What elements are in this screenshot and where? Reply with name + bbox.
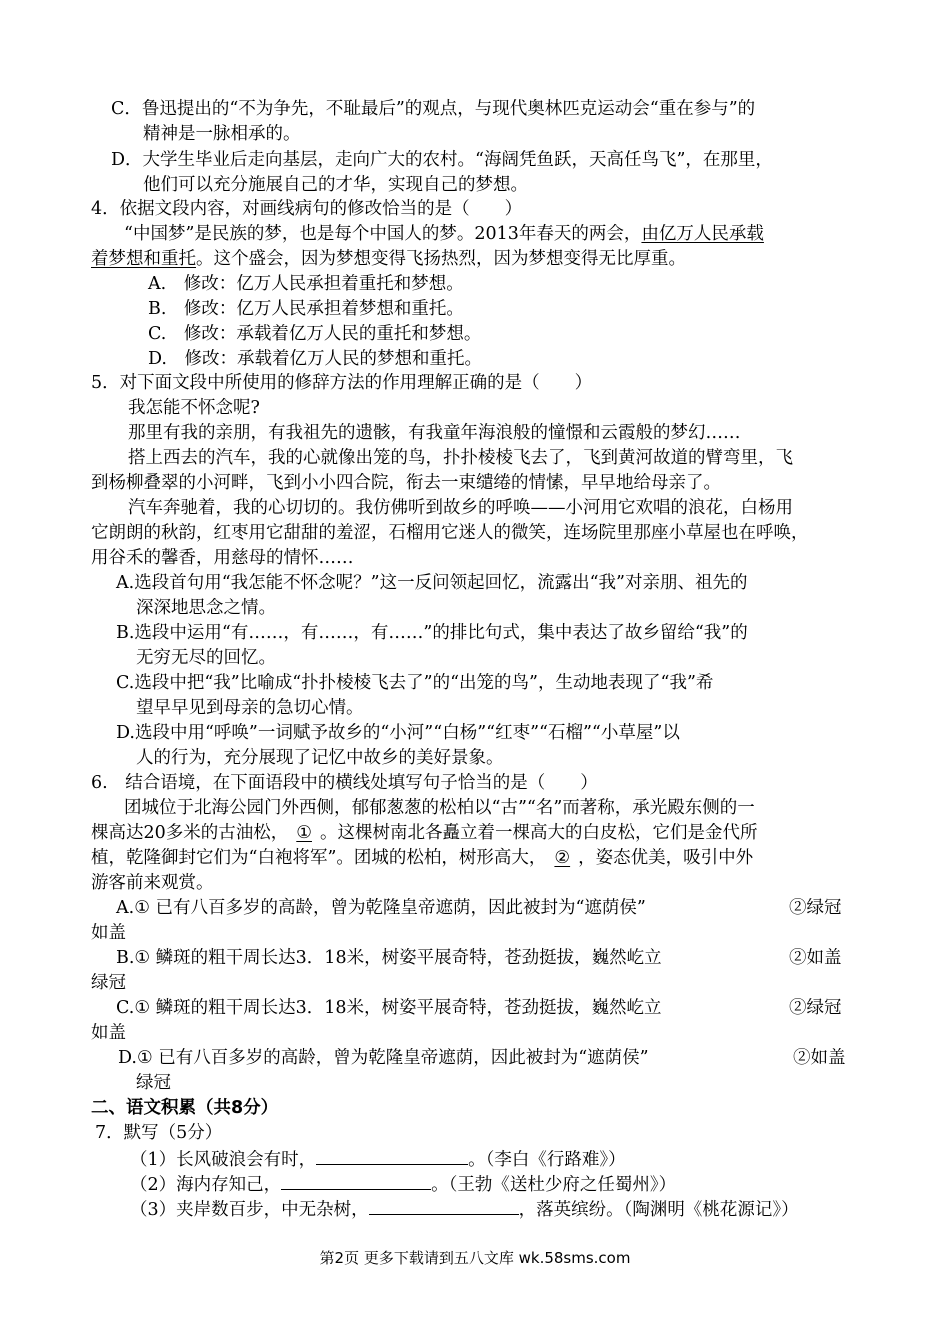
q6-passage-text-3b: ，姿态优美，吸引中外 bbox=[578, 848, 754, 868]
q6-option-d-part3: 绿冠 bbox=[136, 1073, 171, 1093]
q6-option-d-part1: D.① 已有八百多岁的高龄，曾为乾隆皇帝遮荫，因此被封为“遮荫侯” bbox=[118, 1048, 649, 1068]
q7-item-2-text: （2）海内存知己， bbox=[130, 1175, 282, 1195]
q3-option-c-line1: C．鲁迅提出的“不为争先，不耻最后”的观点，与现代奥林匹克运动会“重在参与”的 bbox=[111, 99, 756, 119]
q5-option-b-line1: B.选段中运用“有……，有……，有……”的排比句式，集中表达了故乡留给“我”的 bbox=[116, 623, 748, 643]
q6-option-b-part1: B.① 鳞斑的粗干周长达3．18米，树姿平展奇特，苍劲挺拔，巍然屹立 bbox=[116, 948, 662, 968]
q7-item-2 bbox=[130, 1171, 676, 1197]
q5-option-c-line2: 望早早见到母亲的急切心情。 bbox=[136, 698, 364, 718]
q7-answer-blank-2[interactable] bbox=[281, 1171, 431, 1190]
q5-option-a-line1: A.选段首句用“我怎能不怀念呢？”这一反问领起回忆，流露出“我”对亲朋、祖先的 bbox=[116, 573, 748, 593]
q3-option-c-line2: 精神是一脉相承的。 bbox=[143, 124, 301, 144]
q7-answer-blank-3[interactable] bbox=[369, 1196, 519, 1215]
q7-item-2-source: 。（王勃《送杜少府之任蜀州》） bbox=[431, 1175, 677, 1195]
q4-option-c: C. 修改：承载着亿万人民的重托和梦想。 bbox=[148, 324, 482, 344]
q6-passage-text-cont: 。这棵树南北各矗立着一棵高大的白皮松，它们是金代所 bbox=[319, 823, 758, 843]
q5-option-c-line1: C.选段中把“我”比喻成“扑扑棱棱飞去了”的“出笼的鸟”，生动地表现了“我”希 bbox=[116, 673, 714, 693]
q6-passage-text: 棵高达20多米的古油松， bbox=[91, 823, 289, 843]
q6-option-b-part2: ②如盖 bbox=[789, 948, 842, 968]
q5-passage-p1: 我怎能不怀念呢? bbox=[128, 398, 260, 418]
q7-item-3 bbox=[130, 1196, 799, 1222]
q4-option-a: A. 修改：亿万人民承担着重托和梦想。 bbox=[148, 274, 464, 294]
q4-underlined-sentence: 由亿万人民承载 bbox=[641, 224, 764, 244]
q5-option-a-line2: 深深地思念之情。 bbox=[136, 598, 276, 618]
q3-option-d-line2: 他们可以充分施展自己的才华，实现自己的梦想。 bbox=[143, 175, 528, 195]
q7-item-1-text: （1）长风破浪会有时， bbox=[130, 1150, 317, 1170]
q5-option-d-line1: D.选段中用“呼唤”一词赋予故乡的“小河”“白杨”“红枣”“石榴”“小草屋”以 bbox=[116, 723, 680, 743]
q4-option-b: B. 修改：亿万人民承担着梦想和重托。 bbox=[148, 299, 464, 319]
q5-stem: 5．对下面文段中所使用的修辞方法的作用理解正确的是（ ） bbox=[91, 373, 593, 393]
q6-stem: 6. 结合语境，在下面语段中的横线处填写句子恰当的是（ ） bbox=[91, 773, 598, 793]
q5-passage-p4-line1: 汽车奔驰着，我的心切切的。我仿佛听到故乡的呼唤——小河用它欢唱的浪花，白杨用 bbox=[128, 498, 793, 518]
q5-passage-p2: 那里有我的亲朋，有我祖先的遗骸，有我童年海浪般的憧憬和云霞般的梦幻…… bbox=[128, 423, 741, 443]
q7-item-3-text: （3）夹岸数百步，中无杂树， bbox=[130, 1200, 369, 1220]
q5-passage-p3-line1: 搭上西去的汽车，我的心就像出笼的鸟，扑扑棱棱飞去了，飞到黄河故道的臂弯里，飞 bbox=[128, 448, 793, 468]
q6-option-d-part2: ②如盖 bbox=[793, 1048, 846, 1068]
section-2-heading: 二、语文积累（共8分） bbox=[91, 1098, 279, 1118]
q6-option-c-part1: C.① 鳞斑的粗干周长达3．18米，树姿平展奇特，苍劲挺拔，巍然屹立 bbox=[116, 998, 662, 1018]
q7-stem: 7．默写（5分） bbox=[95, 1123, 223, 1143]
q7-answer-blank-1[interactable] bbox=[316, 1146, 468, 1165]
q6-passage-text-3: 植，乾隆御封它们为“白袍将军”。团城的松柏，树形高大， bbox=[91, 848, 547, 868]
q6-blank-2: ② bbox=[554, 848, 571, 868]
q3-option-d-line1: D．大学生毕业后走向基层，走向广大的农村。“海阔凭鱼跃，天高任鸟飞”，在那里， bbox=[111, 150, 773, 170]
q4-option-d: D. 修改：承载着亿万人民的梦想和重托。 bbox=[148, 349, 482, 369]
q4-passage-text-cont: 。这个盛会，因为梦想变得飞扬热烈，因为梦想变得无比厚重。 bbox=[196, 249, 686, 269]
page-footer: 第2页 更多下载请到五八文库 wk.58sms.com bbox=[319, 1249, 631, 1267]
q6-option-c-part3: 如盖 bbox=[91, 1023, 126, 1043]
q5-option-d-line2: 人的行为，充分展现了记忆中故乡的美好景象。 bbox=[136, 748, 504, 768]
q7-item-1 bbox=[130, 1146, 626, 1172]
q6-option-b-part3: 绿冠 bbox=[91, 973, 126, 993]
q6-option-c-part2: ②绿冠 bbox=[789, 998, 842, 1018]
q5-passage-p4-line3: 用谷禾的馨香，用慈母的情怀…… bbox=[91, 548, 354, 568]
q4-passage-line2 bbox=[91, 247, 686, 271]
q6-passage-line3 bbox=[91, 846, 753, 870]
q4-underlined-sentence-cont: 着梦想和重托 bbox=[91, 249, 196, 269]
q7-item-1-source: 。（李白《行路难》） bbox=[468, 1150, 626, 1170]
q5-passage-p3-line2: 到杨柳叠翠的小河畔，飞到小小四合院，衔去一束缱绻的情愫，早早地给母亲了。 bbox=[91, 473, 721, 493]
q6-passage-line1: 团城位于北海公园门外西侧，郁郁葱葱的松柏以“古”“名”而著称，承光殿东侧的一 bbox=[124, 798, 755, 818]
q6-option-a-part2: ②绿冠 bbox=[789, 898, 842, 918]
q6-option-a-part3: 如盖 bbox=[91, 923, 126, 943]
q6-blank-1: ① bbox=[296, 823, 312, 843]
q5-option-b-line2: 无穷无尽的回忆。 bbox=[136, 648, 276, 668]
q7-item-3-source: ，落英缤纷。（陶渊明《桃花源记》） bbox=[518, 1200, 799, 1220]
q4-stem: 4．依据文段内容，对画线病句的修改恰当的是（ ） bbox=[91, 199, 523, 219]
q6-option-a-part1: A.① 已有八百多岁的高龄，曾为乾隆皇帝遮荫，因此被封为“遮荫侯” bbox=[116, 898, 646, 918]
q4-passage-line1 bbox=[124, 222, 764, 246]
q4-passage-text: “中国梦”是民族的梦，也是每个中国人的梦。2013年春天的两会， bbox=[124, 224, 642, 244]
q6-passage-line2 bbox=[91, 821, 757, 845]
q6-passage-line4: 游客前来观赏。 bbox=[91, 873, 214, 893]
q5-passage-p4-line2: 它朗朗的秋韵，红枣用它甜甜的羞涩，石榴用它迷人的微笑，连场院里那座小草屋也在呼唤， bbox=[91, 523, 809, 543]
